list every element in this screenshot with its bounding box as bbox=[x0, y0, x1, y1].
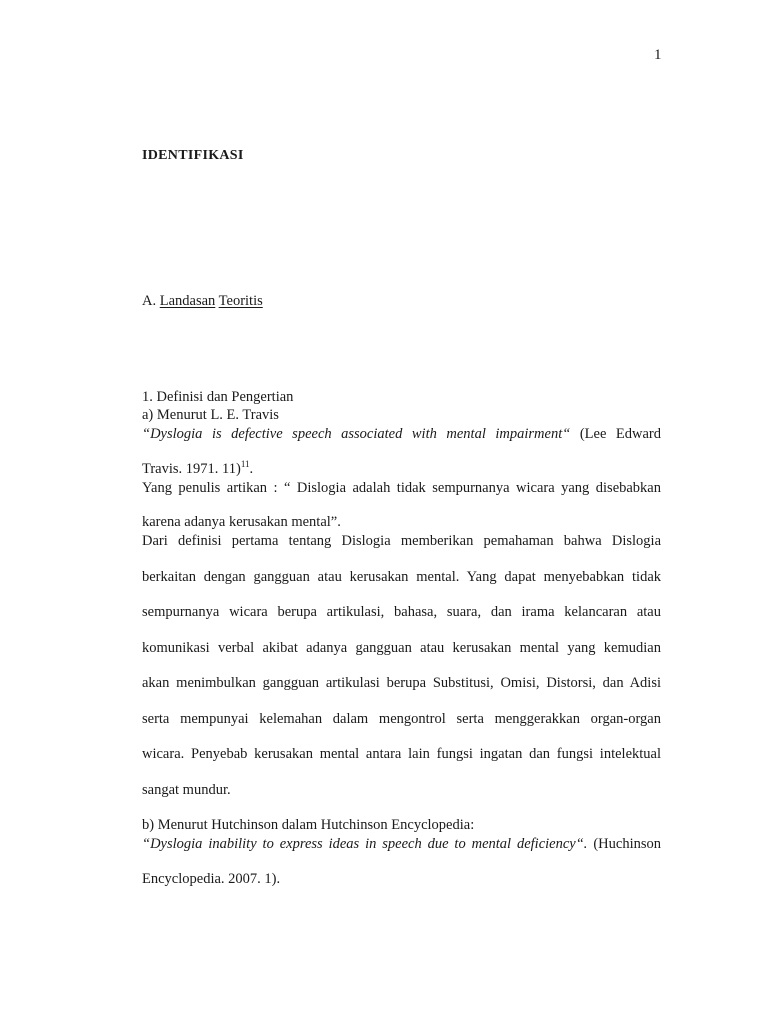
page-number: 1 bbox=[654, 47, 662, 63]
translation-line-1: Yang penulis artikan : “ Dislogia adalah tidak sempurnanya wicara yang disebabkan bbox=[142, 480, 661, 496]
paragraph-line: sangat mundur. bbox=[142, 782, 231, 798]
section-heading bbox=[142, 293, 263, 310]
paragraph-line: wicara. Penyebab kerusakan mental antara lain fungsi ingatan dan fungsi intelektual bbox=[142, 746, 661, 762]
paragraph-line: Dari definisi pertama tentang Dislogia memberikan pemahaman bahwa Dislogia bbox=[142, 533, 661, 549]
document-title: IDENTIFIKASI bbox=[142, 148, 244, 163]
citation-a-tail: (Lee Edward bbox=[579, 426, 661, 442]
paragraph-line: sempurnanya wicara berupa artikulasi, bahasa, suara, dan irama kelancaran atau bbox=[142, 604, 661, 620]
paragraph-line: berkaitan dengan gangguan atau kerusakan mental. Yang dapat menyebabkan tidak bbox=[142, 569, 661, 585]
subitem-b-heading: b) Menurut Hutchinson dalam Hutchinson Encyclopedia: bbox=[142, 817, 475, 833]
citation-a-end: . bbox=[249, 460, 254, 477]
translation-line-2: karena adanya kerusakan mental”. bbox=[142, 514, 341, 530]
quote-b: “Dyslogia inability to express ideas in speech due to mental deficiency“. bbox=[142, 836, 588, 852]
item-heading: 1. Definisi dan Pengertian bbox=[142, 389, 294, 405]
paragraph-line: akan menimbulkan gangguan artikulasi berupa Substitusi, Omisi, Distorsi, dan Adisi bbox=[142, 675, 661, 691]
section-letter: A. bbox=[142, 293, 157, 309]
citation-b-line: Encyclopedia. 2007. 1). bbox=[142, 871, 281, 887]
section-word-teoritis: Teoritis bbox=[218, 293, 263, 309]
quote-b-line bbox=[142, 836, 661, 856]
citation-a: Travis. 1971. 11) bbox=[142, 460, 241, 477]
section-word-landasan: Landasan bbox=[159, 293, 216, 309]
subitem-a-heading: a) Menurut L. E. Travis bbox=[142, 407, 279, 423]
paragraph-line: serta mempunyai kelemahan dalam mengontrol serta menggerakkan organ-organ bbox=[142, 711, 661, 727]
quote-a: “Dyslogia is defective speech associated with mental impairment“ bbox=[142, 426, 571, 442]
paragraph-line: komunikasi verbal akibat adanya gangguan atau kerusakan mental yang kemudian bbox=[142, 640, 661, 656]
citation-a-line bbox=[142, 459, 661, 478]
quote-a-line bbox=[142, 426, 661, 446]
citation-b-tail: (Huchinson bbox=[593, 836, 661, 852]
footnote-marker: 11 bbox=[240, 459, 250, 469]
